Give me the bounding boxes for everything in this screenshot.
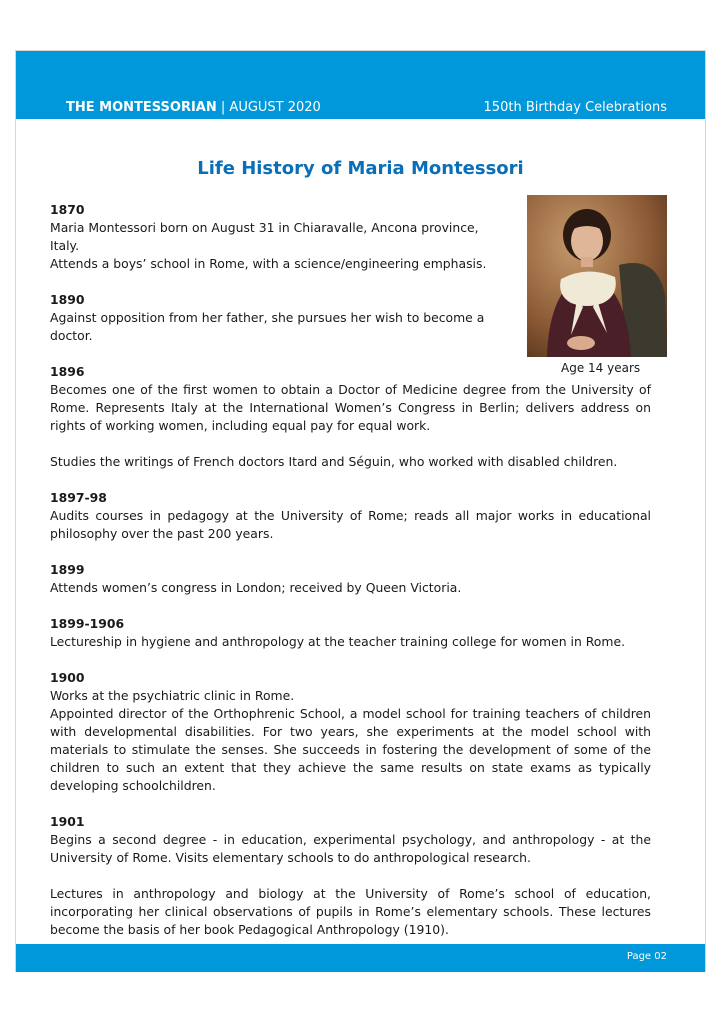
timeline-entry [50,561,651,597]
publication-name: THE MONTESSORIAN [66,100,217,115]
timeline-entry [50,363,651,471]
header-celebration: 150th Birthday Celebrations [483,100,667,115]
entry-text: Lectureship in hygiene and anthropology at the teacher training college for women in Rome. [50,634,626,649]
entry-text: Becomes one of the first women to obtain a Doctor of Medicine degree from the University of Rome. Represents Italy at the International Women’s Congress in Berlin; delivers address on rights of working women, including equal pay for equal work. [50,382,651,433]
entry-year: 1901 [50,814,85,829]
entry-text: Attends a boys’ school in Rome, with a science/engineering emphasis. [50,256,487,271]
entry-year: 1870 [50,202,85,217]
entry-text: Studies the writings of French doctors Itard and Séguin, who worked with disabled children. [50,454,618,469]
entry-year: 1899-1906 [50,616,125,631]
issue-date: AUGUST 2020 [229,100,321,115]
header-bar [16,51,705,119]
timeline-entry [50,813,651,939]
header-separator: | [216,100,230,115]
entry-text: Attends women’s congress in London; received by Queen Victoria. [50,580,462,595]
entry-text: Maria Montessori born on August 31 in Chiaravalle, Ancona province, Italy. [50,220,479,253]
entry-year: 1900 [50,670,85,685]
entry-text: Works at the psychiatric clinic in Rome. [50,688,295,703]
entry-year: 1897-98 [50,490,107,505]
timeline [50,201,651,957]
entry-year: 1896 [50,364,85,379]
timeline-entry [50,291,500,345]
entry-text: Audits courses in pedagogy at the University of Rome; reads all major works in educational philosophy over the past 200 years. [50,508,651,541]
timeline-entry [50,615,651,651]
page-number: Page 02 [626,951,667,962]
entry-text: Lectures in anthropology and biology at the University of Rome’s school of education, incorporating her clinical observations of pupils in Rome’s elementary schools. These lectures become the basis of her book Pedagogical Anthropology (1910). [50,886,651,937]
entry-text: Against opposition from her father, she pursues her wish to become a doctor. [50,310,485,343]
timeline-entry [50,201,500,273]
portrait-caption: Age 14 years [561,361,641,375]
entry-year: 1899 [50,562,85,577]
entry-year: 1890 [50,292,85,307]
header-publication [66,100,321,115]
timeline-entry [50,489,651,543]
timeline-entry [50,669,651,795]
page-title: Life History of Maria Montessori [197,158,524,179]
entry-text: Appointed director of the Orthophrenic School, a model school for training teachers of children with developmental disabilities. For two years, she experiments at the model school with materials to stimulate the senses. She succeeds in fostering the development of some of the children to such an extent that they achieve the same results on state exams as typically developing schoolchildren. [50,706,651,793]
entry-text: Begins a second degree - in education, experimental psychology, and anthropology - at the University of Rome. Visits elementary schools to do anthropological research. [50,832,651,865]
